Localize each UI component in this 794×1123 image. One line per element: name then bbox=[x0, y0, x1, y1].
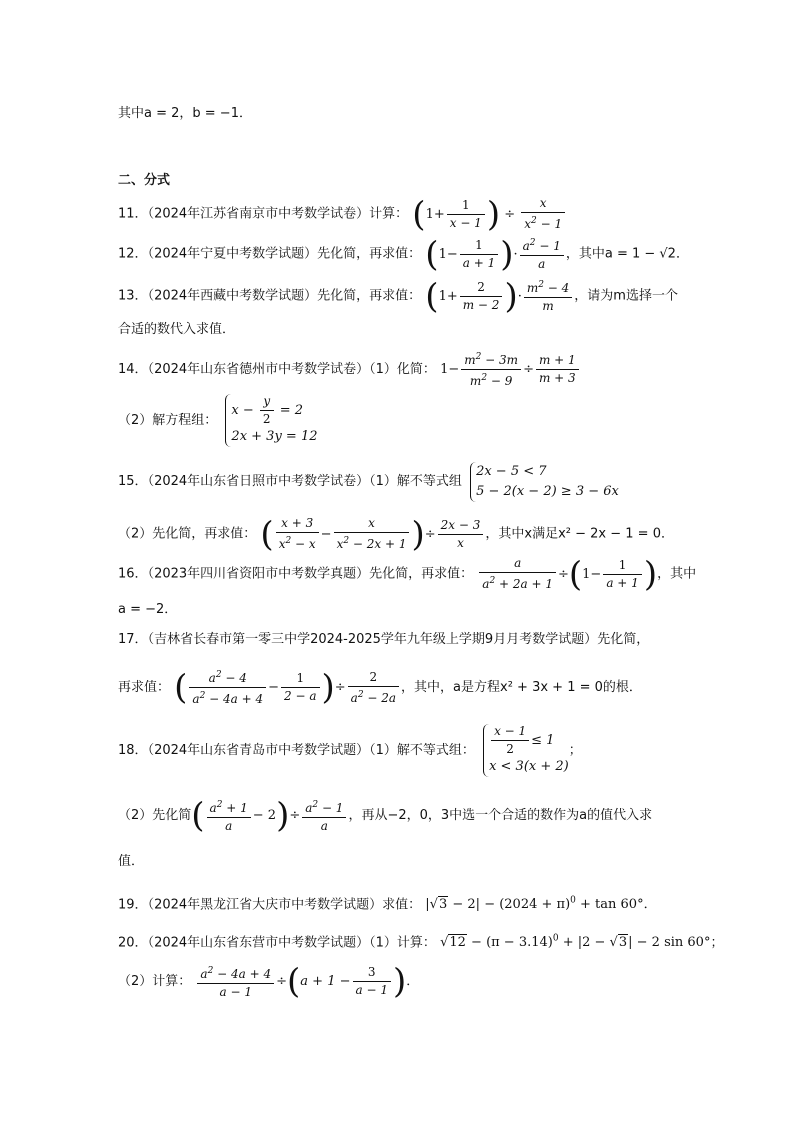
part2-label: （2）解方程组： bbox=[118, 413, 218, 428]
problem-number: 12 bbox=[118, 246, 135, 262]
problem-tail: ，其中a = 1 − √2． bbox=[565, 246, 689, 262]
problem-18: 18．（2024年山东省青岛市中考数学试题）（1）解不等式组： $\frac{x - 1}{2}$ ≤ 1 x < 3(x + 2) ； bbox=[118, 724, 582, 776]
part2-label: （2）计算： bbox=[118, 974, 192, 989]
expression: 1− $\frac{m^2 - 3m}{m^2 - 9}$ ÷ $\frac{m + 1}{m + 3}$ bbox=[440, 362, 581, 377]
problem-15: 15．（2024年山东省日照市中考数学试卷）（1）解不等式组 2x − 5 < 7 5 − 2(x − 2) ≥ 3 − 6x bbox=[118, 460, 619, 504]
problem-14: 14．（2024年山东省德州市中考数学试卷）（1）化简： 1− $\frac{m^2 - 3m}{m^2 - 9}$ ÷ $\frac{m + 1}{m + 3}$ bbox=[118, 350, 581, 386]
inequality-system: 2x − 5 < 7 5 − 2(x − 2) ≥ 3 − 6x bbox=[470, 462, 619, 502]
expression: $\frac{a}{a^2 + 2a + 1}$ ÷(1− $\frac{1}{a + 1}$ ) bbox=[477, 567, 657, 582]
expression: $|√3 - 2| - (2024 + \pi)^0 + \tan 60^\circ$． bbox=[425, 896, 657, 913]
part2-label: （2）先化简 bbox=[118, 808, 192, 823]
problem-13: 13．（2024年西藏中考数学试题）先化简，再求值： (1+ $\frac{2}{m - 2}$ )· $\frac{m^2 - 4}{m}$ ，请为m选择一个 bbox=[118, 276, 678, 316]
problem-number: 15 bbox=[118, 474, 135, 489]
problem-number: 14 bbox=[118, 362, 135, 377]
expression: (1+ $\frac{2}{m - 2}$ )· $\frac{m^2 - 4}{m}$ bbox=[425, 289, 574, 304]
problem-18-part2 bbox=[118, 796, 652, 836]
problem-number: 19 bbox=[118, 897, 135, 913]
problem-number: 17 bbox=[118, 632, 135, 647]
problem-15-part2 bbox=[118, 516, 674, 552]
problem-source: （2024年山东省青岛市中考数学试题）（1）解不等式组： bbox=[147, 743, 475, 758]
problem-source: （2024年江苏省南京市中考数学试卷）计算： bbox=[147, 206, 409, 222]
problem-number: 18 bbox=[118, 743, 135, 758]
intro-line: 其中a = 2，b = −1． bbox=[118, 106, 252, 121]
problem-20-part2 bbox=[118, 962, 419, 1002]
problem-tail: ． bbox=[406, 974, 420, 989]
problem-13-cont: 合适的数代入求值． bbox=[118, 322, 236, 337]
problem-16-cont: a = −2． bbox=[118, 602, 178, 617]
problem-17: 17．（吉林省长春市第一零三中学2024-2025学年九年级上学期9月月考数学试题）先化简， bbox=[118, 632, 650, 647]
expression: ( $\frac{a^2 - 4}{a^2 - 4a + 4}$ − $\frac{1}{2 - a}$ )÷ $\frac{2}{a^2 - 2a}$ bbox=[174, 680, 401, 695]
part2-label: （2）先化简，再求值： bbox=[118, 526, 257, 542]
problem-19: 19．（2024年黑龙江省大庆市中考数学试题）求值： $|√3 - 2| - (2024 + \pi)^0 + \tan 60^\circ$． bbox=[118, 896, 657, 913]
problem-source: （2023年四川省资阳市中考数学真题）先化简，再求值： bbox=[147, 566, 474, 582]
problem-tail: ，其中 bbox=[657, 566, 697, 582]
problem-number: 11 bbox=[118, 206, 135, 222]
problem-tail: ； bbox=[710, 935, 724, 951]
problem-12: 12．（2024年宁夏中考数学试题）先化简，再求值： (1− $\frac{1}{a + 1}$ )· $\frac{a^2 - 1}{a}$ ，其中a = 1 − √2． bbox=[118, 234, 689, 274]
problem-14-part2 bbox=[118, 394, 318, 444]
equation-system: x − $\frac{y}{2}$ = 2 2x + 3y = 12 bbox=[225, 394, 317, 447]
problem-source: （2024年黑龙江省大庆市中考数学试题）求值： bbox=[147, 897, 422, 913]
problem-number: 20 bbox=[118, 935, 135, 951]
problem-source: （2024年山东省德州市中考数学试卷）（1）化简： bbox=[147, 362, 436, 377]
expression: ( $\frac{a^2 + 1}{a}$ − 2)÷ $\frac{a^2 - 1}{a}$ bbox=[191, 808, 348, 823]
expression: (1+ $\frac{1}{x - 1}$ ) ÷ $\frac{x}{x^2 - 1}$ bbox=[412, 207, 567, 222]
problem-source: （2024年西藏中考数学试题）先化简，再求值： bbox=[147, 288, 422, 304]
problem-18-cont: 值． bbox=[118, 854, 145, 869]
expression: $√12 - (\pi - 3.14)^0 + |2 - √3| - 2$ sin 60° bbox=[440, 934, 711, 951]
problem-tail: ，其中x满足x² − 2x − 1 = 0． bbox=[485, 526, 674, 542]
problem-tail: ，再从−2，0，3中选一个合适的数作为a的值代入求 bbox=[348, 808, 653, 823]
problem-11: 11．（2024年江苏省南京市中考数学试卷）计算： (1+ $\frac{1}{x - 1}$ ) ÷ $\frac{x}{x^2 - 1}$ bbox=[118, 196, 567, 232]
problem-tail: ，请为m选择一个 bbox=[574, 288, 678, 304]
expression: $\frac{a^2 - 4a + 4}{a - 1}$ ÷(a + 1 − $\frac{3}{a - 1}$ ) bbox=[195, 974, 406, 989]
problem-source: （2024年山东省日照市中考数学试卷）（1）解不等式组 bbox=[147, 474, 462, 489]
problem-17-cont bbox=[118, 668, 642, 708]
problem-tail: ； bbox=[568, 743, 582, 758]
problem-20: 20．（2024年山东省东营市中考数学试题）（1）计算： $√12 - (\pi - 3.14)^0 + |2 - √3| - 2$ sin 60°； bbox=[118, 934, 724, 951]
inequality-system: $\frac{x - 1}{2}$ ≤ 1 x < 3(x + 2) bbox=[483, 724, 569, 777]
expression: ( $\frac{x + 3}{x^2 - x}$ − $\frac{x}{x^2 - 2x + 1}$ )÷ $\frac{2x - 3}{x}$ bbox=[260, 527, 485, 542]
cont-label: 再求值： bbox=[118, 680, 171, 695]
problem-source: （2024年山东省东营市中考数学试题）（1）计算： bbox=[147, 935, 436, 951]
problem-number: 16 bbox=[118, 566, 135, 582]
problem-16: 16．（2023年四川省资阳市中考数学真题）先化简，再求值： $\frac{a}{a^2 + 2a + 1}$ ÷(1− $\frac{1}{a + 1}$ )，其中 bbox=[118, 554, 697, 594]
problem-number: 13 bbox=[118, 288, 135, 304]
problem-tail: ，其中，a是方程x² + 3x + 1 = 0的根． bbox=[401, 680, 642, 695]
expression: (1− $\frac{1}{a + 1}$ )· $\frac{a^2 - 1}{a}$ bbox=[425, 247, 566, 262]
section-title: 二、分式 bbox=[118, 173, 171, 188]
problem-source: （2024年宁夏中考数学试题）先化简，再求值： bbox=[147, 246, 422, 262]
problem-source: （吉林省长春市第一零三中学2024-2025学年九年级上学期9月月考数学试题）先化简， bbox=[147, 632, 650, 647]
